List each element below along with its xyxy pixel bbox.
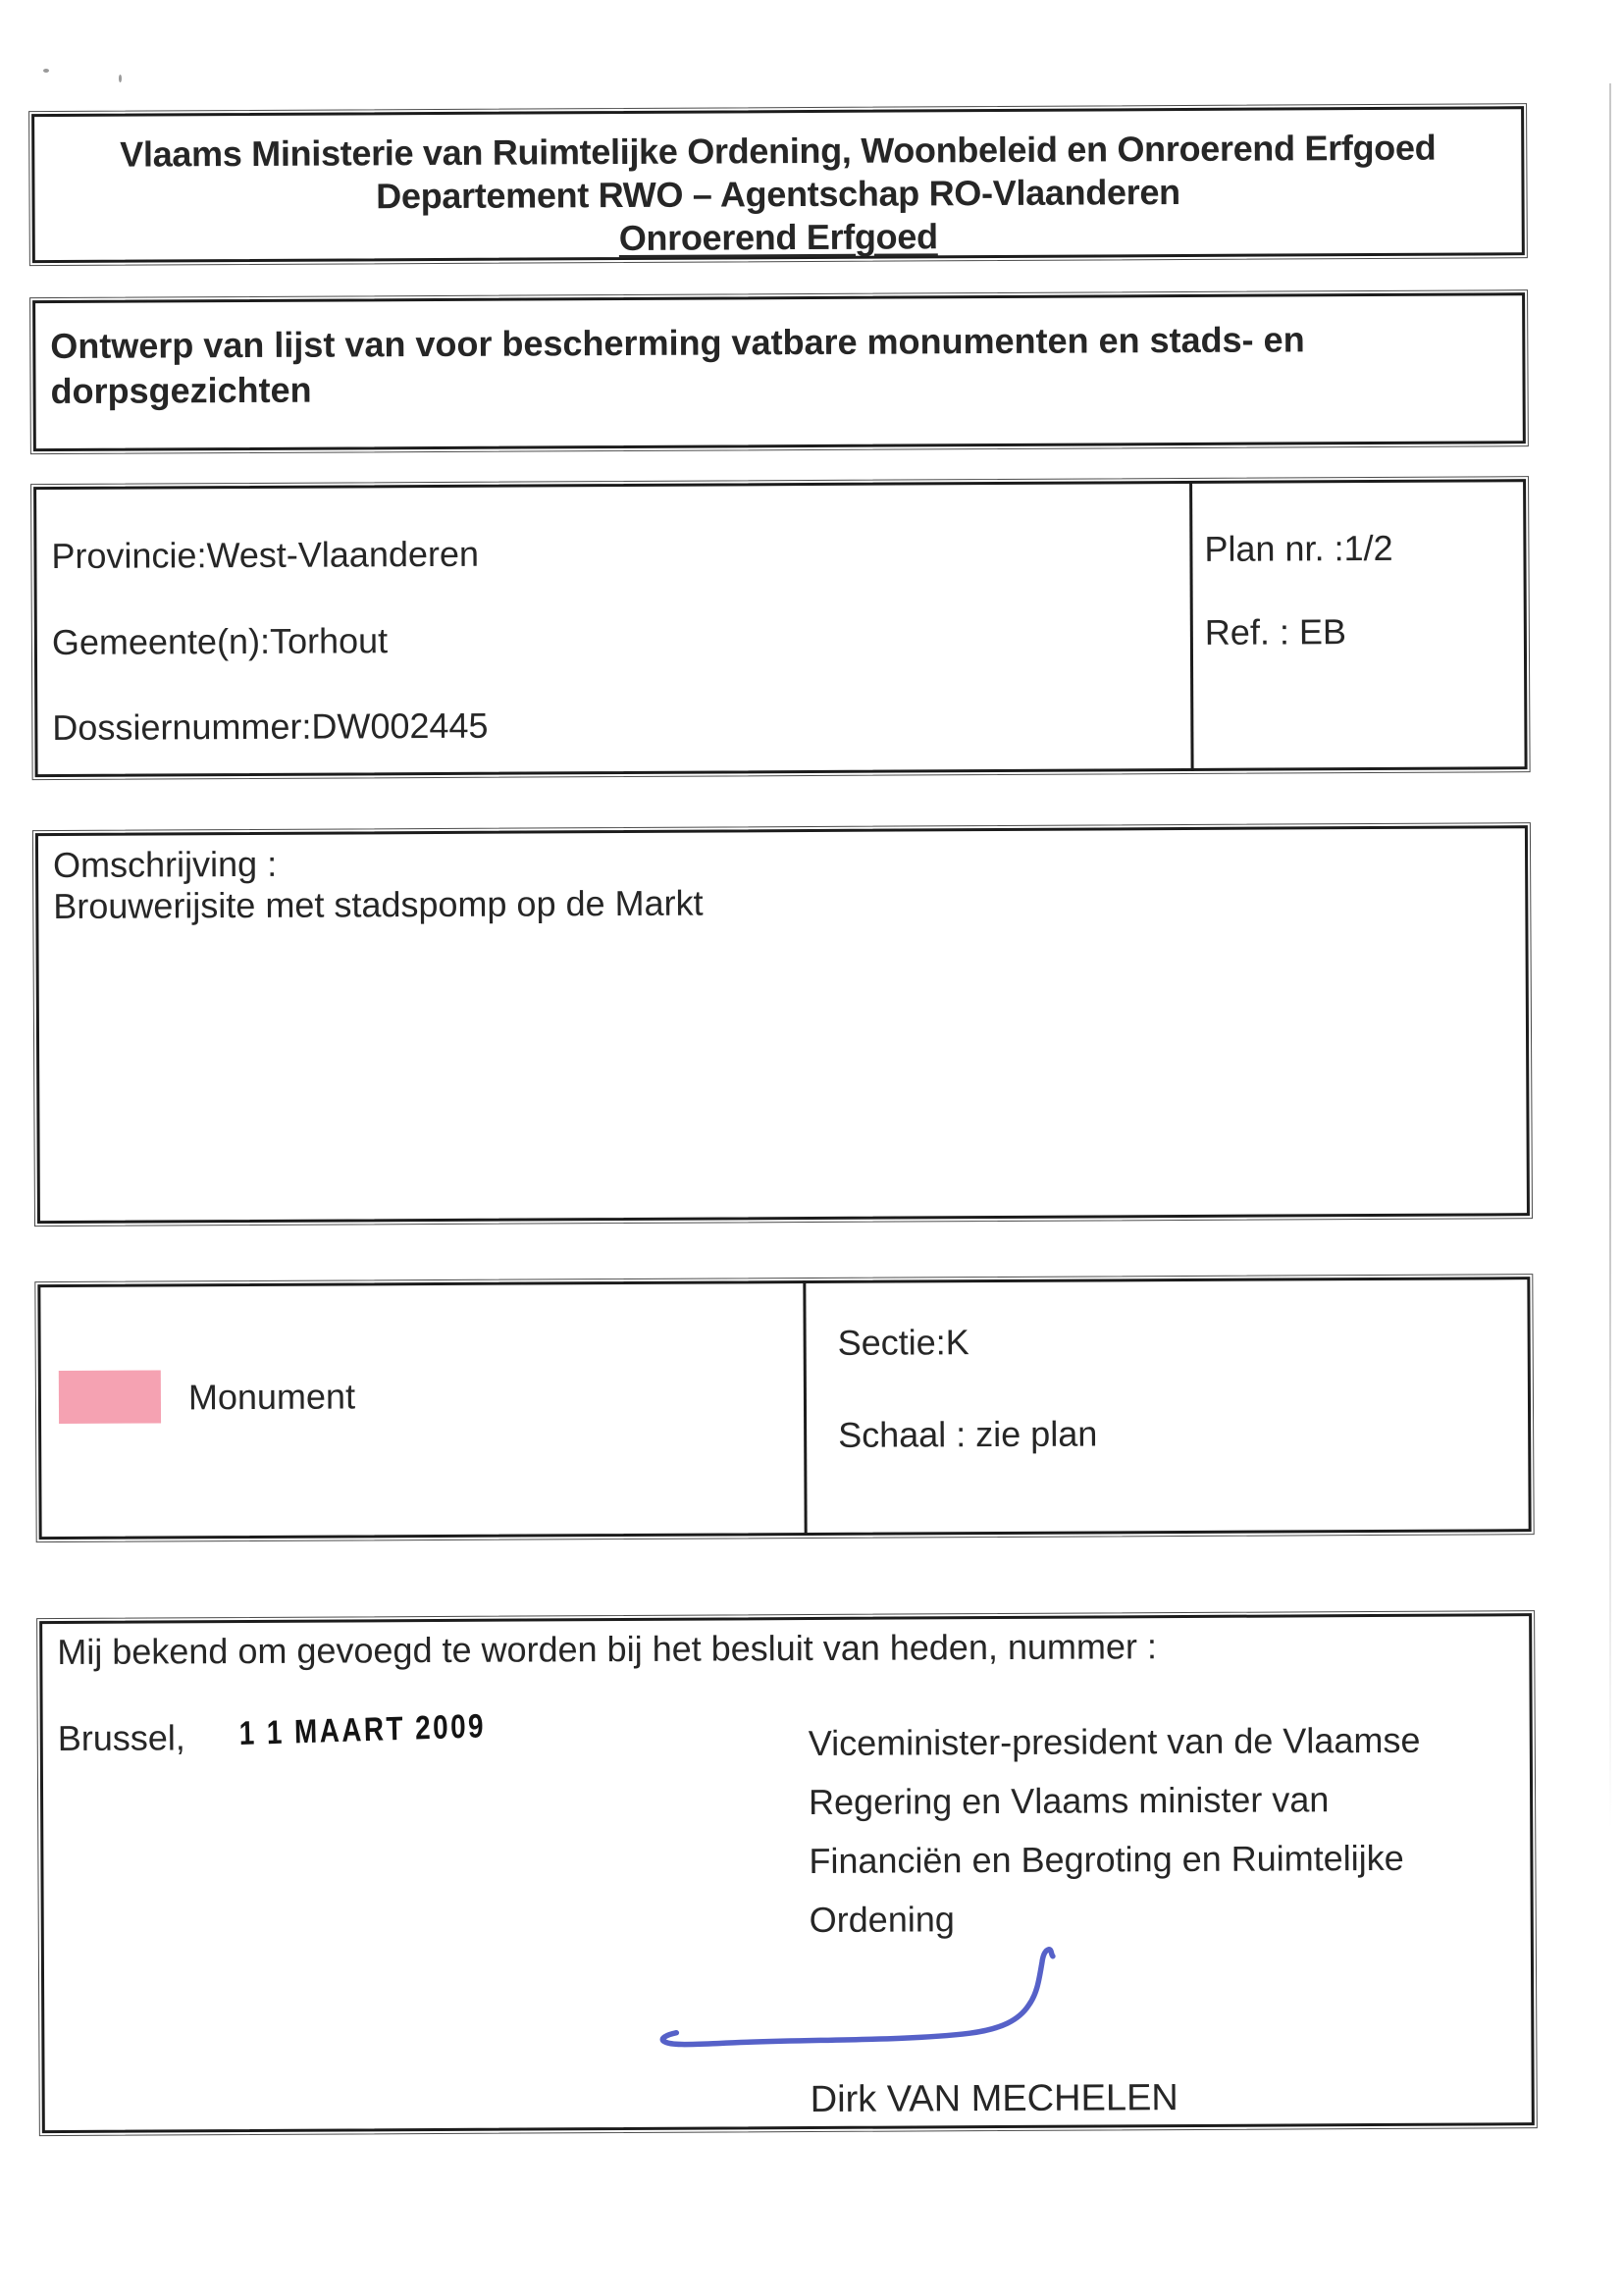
omschrijving-label: Omschrijving : [52,843,278,886]
statement-signature-box [39,1613,1535,2133]
minister-title-line-2: Regering en Vlaams minister van [808,1779,1330,1823]
subject-title-box [32,292,1526,451]
minister-title-line-1: Viceminister-president van de Vlaamse [808,1719,1421,1764]
dossiernummer-field: Dossiernummer:DW002445 [52,704,489,749]
ministry-header-box [31,106,1525,263]
omschrijving-box [35,825,1530,1224]
minister-title-line-4: Ordening [809,1899,955,1941]
monument-color-swatch [59,1370,161,1424]
plan-nr-field: Plan nr. :1/2 [1204,527,1393,569]
signature-stroke [643,1944,1105,2059]
minister-title-line-3: Financiën en Begroting en Ruimtelijke [809,1837,1404,1882]
legend-cell-divider [803,1280,807,1536]
subject-title-line-2: dorpsgezichten [50,369,312,412]
dossier-cell-divider [1189,481,1194,771]
provincie-field: Provincie:West-Vlaanderen [51,533,480,577]
city-label: Brussel, [57,1717,185,1759]
monument-label: Monument [187,1376,356,1418]
ministry-line-1: Vlaams Ministerie van Ruimtelijke Ordening, Woonbeleid en Onroerend Erfgoed [120,127,1437,175]
ref-field: Ref. : EB [1204,611,1347,652]
omschrijving-value: Brouwerijsite met stadspomp op de Markt [53,882,704,927]
subject-title-line-1: Ontwerp van lijst van voor bescherming vatbare monumenten en stads- en [50,319,1305,367]
schaal-field: Schaal : zie plan [838,1413,1098,1455]
minister-name: Dirk VAN MECHELEN [810,2077,1178,2121]
dossier-info-box [33,479,1528,777]
date-stamp: 1 1 MAART 2009 [238,1707,487,1753]
statement-line: Mij bekend om gevoegd te worden bij het besluit van heden, nummer : [57,1626,1158,1673]
sectie-field: Sectie:K [837,1322,969,1363]
ministry-line-2: Departement RWO – Agentschap RO-Vlaanderen [376,172,1180,217]
gemeente-field: Gemeente(n):Torhout [51,620,389,663]
ministry-line-3: Onroerend Erfgoed [618,216,938,259]
legend-box [37,1277,1531,1539]
